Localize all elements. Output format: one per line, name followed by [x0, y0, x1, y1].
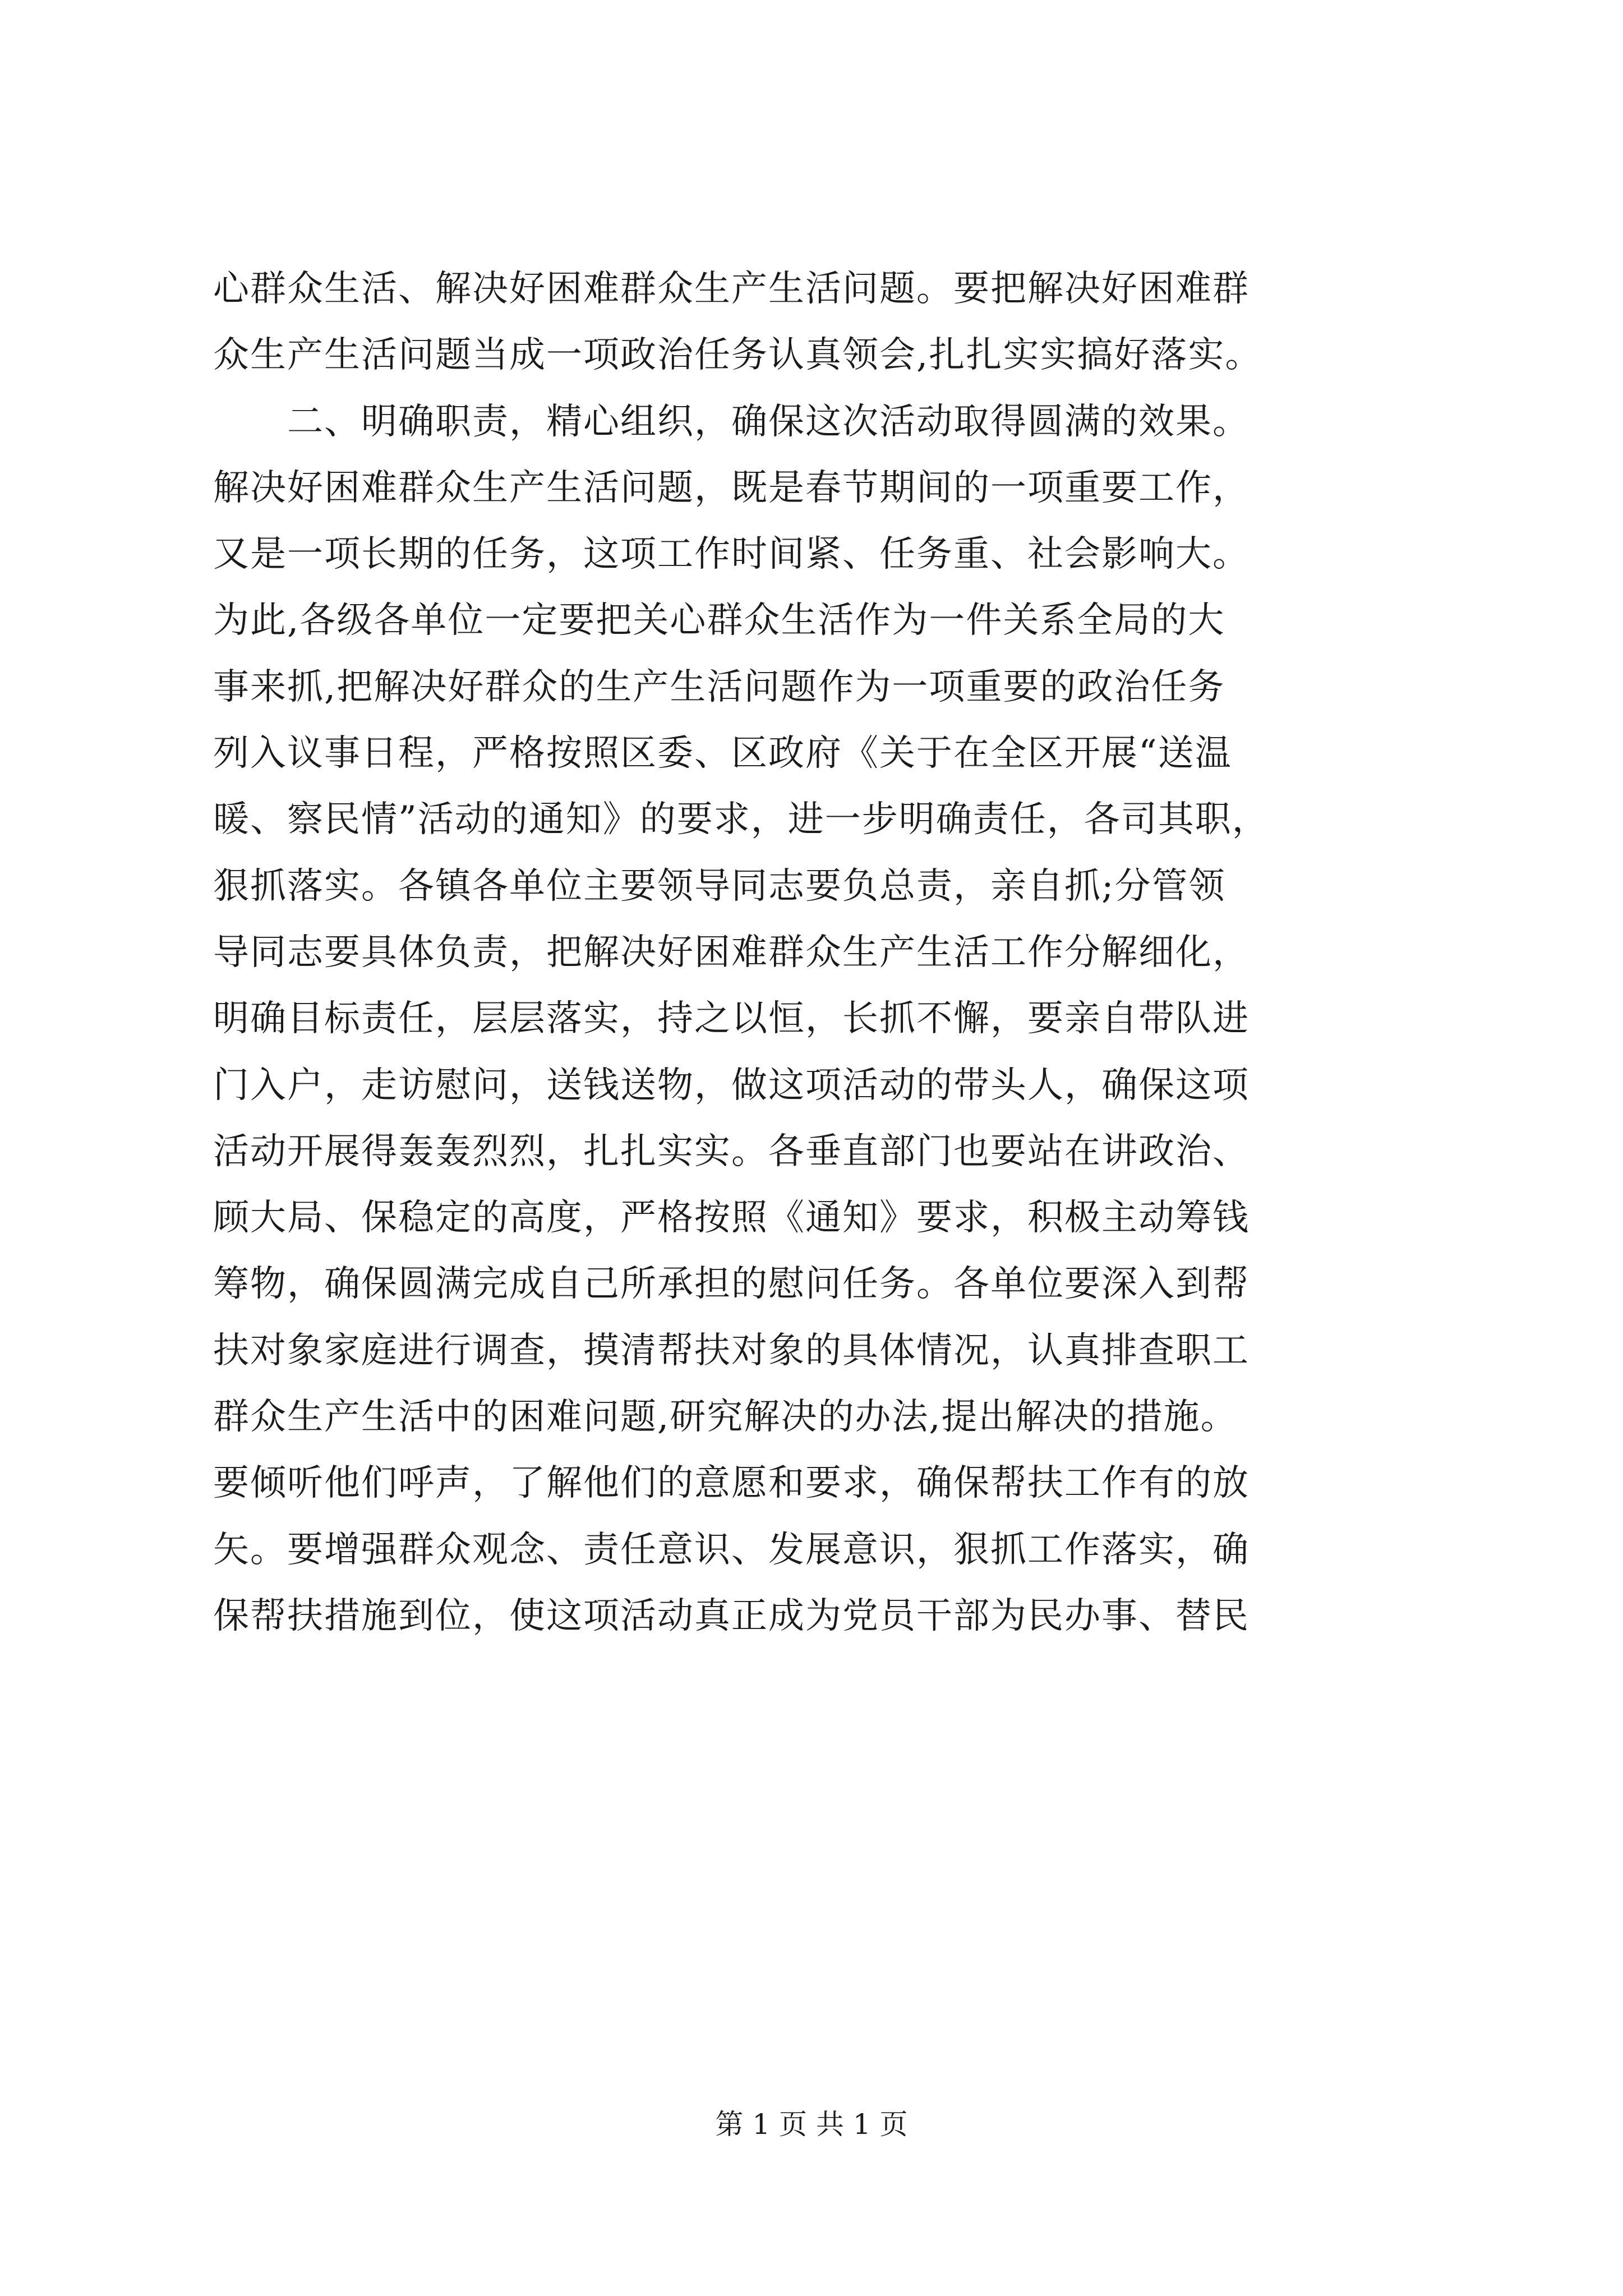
text-line: 导同志要具体负责，把解决好困难群众生产生活工作分解细化， — [213, 931, 1249, 973]
text-line: 又是一项长期的任务，这项工作时间紧、任务重、社会影响大。 — [213, 533, 1249, 576]
text-line: 扶对象家庭进行调查，摸清帮扶对象的具体情况，认真排查职工 — [213, 1329, 1249, 1372]
text-line: 暖、察民情”活动的通知》的要求，进一步明确责任，各司其职， — [213, 799, 1269, 841]
text-line: 顾大局、保稳定的高度，严格按照《通知》要求，积极主动筹钱 — [213, 1197, 1249, 1239]
text-line: 矢。要增强群众观念、责任意识、发展意识，狠抓工作落实，确 — [213, 1529, 1249, 1571]
text-line: 保帮扶措施到位，使这项活动真正成为党员干部为民办事、替民 — [213, 1595, 1249, 1637]
text-line: 心群众生活、解决好困难群众生产生活问题。要把解决好困难群 — [213, 268, 1249, 310]
text-line: 众生产生活问题当成一项政治任务认真领会,扎扎实实搞好落实。 — [213, 334, 1262, 376]
body-text — [213, 256, 1436, 1649]
text-line: 狠抓落实。各镇各单位主要领导同志要负总责，亲自抓;分管领 — [213, 865, 1226, 907]
text-line: 明确目标责任，层层落实，持之以恒，长抓不懈，要亲自带队进 — [213, 998, 1249, 1040]
text-line: 要倾听他们呼声，了解他们的意愿和要求，确保帮扶工作有的放 — [213, 1462, 1249, 1504]
text-line: 筹物，确保圆满完成自己所承担的慰问任务。各单位要深入到帮 — [213, 1263, 1249, 1305]
text-line: 门入户，走访慰问，送钱送物，做这项活动的带头人，确保这项 — [213, 1064, 1249, 1106]
text-line: 列入议事日程，严格按照区委、区政府《关于在全区开展“送温 — [213, 733, 1232, 775]
text-line: 群众生产生活中的困难问题,研究解决的办法,提出解决的措施。 — [213, 1396, 1238, 1438]
text-line: 二、明确职责，精心组织，确保这次活动取得圆满的效果。 — [213, 401, 1249, 443]
text-line: 为此,各级各单位一定要把关心群众生活作为一件关系全局的大 — [213, 600, 1225, 642]
text-line: 活动开展得轰轰烈烈，扎扎实实。各垂直部门也要站在讲政治、 — [213, 1130, 1249, 1172]
text-line: 解决好困难群众生产生活问题，既是春节期间的一项重要工作， — [213, 467, 1249, 509]
text-line: 事来抓,把解决好群众的生产生活问题作为一项重要的政治任务 — [213, 666, 1225, 708]
page-number-footer: 第 1 页 共 1 页 — [715, 2108, 908, 2141]
